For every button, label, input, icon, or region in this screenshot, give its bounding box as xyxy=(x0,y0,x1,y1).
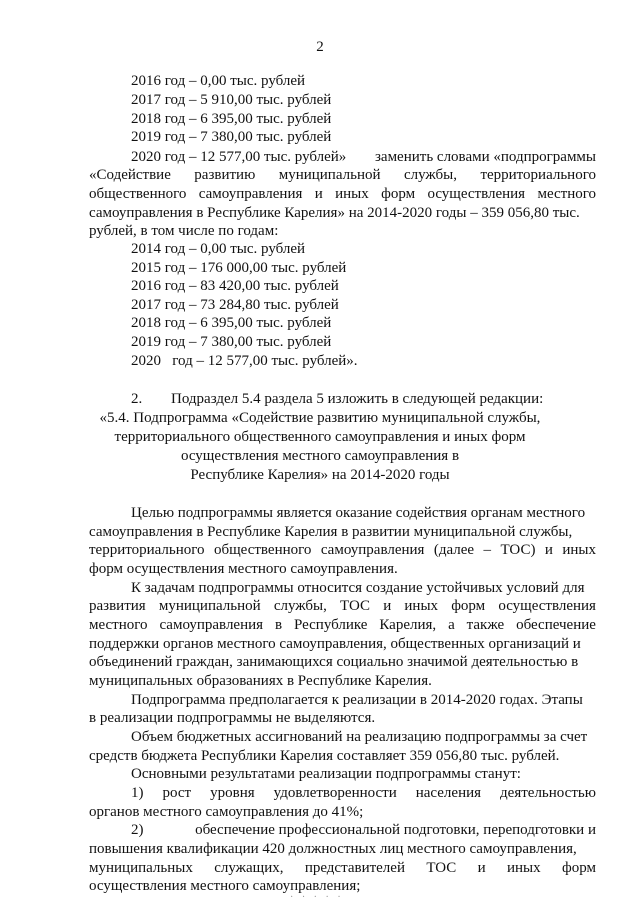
year-line: 2018 год – 6 395,00 тыс. рублей xyxy=(131,315,332,331)
section-heading: «5.4. Подпрограмма «Содействие развитию муниципальной службы, xyxy=(99,410,541,426)
para-line: Основными результатами реализации подпрограммы станут: xyxy=(131,766,521,782)
year-line: 2019 год – 7 380,00 тыс. рублей xyxy=(131,334,332,350)
para-line: общественного самоуправления и иных форм осуществления местного xyxy=(89,186,596,202)
para-line: самоуправления в Республике Карелия» на 2014-2020 годы – 359 056,80 тыс. xyxy=(89,205,580,221)
section-heading: территориального общественного самоуправления и иных форм xyxy=(114,429,526,445)
year-line: 2017 год – 73 284,80 тыс. рублей xyxy=(131,297,339,313)
result-line: повышения квалификации 420 должностных лиц местного самоуправления, xyxy=(89,841,577,857)
year-line: 2015 год – 176 000,00 тыс. рублей xyxy=(131,260,347,276)
item-number: 2. xyxy=(131,391,143,407)
para-line: рублей, в том числе по годам: xyxy=(89,223,279,239)
para-line: Целью подпрограммы является оказание содействия органам местного xyxy=(131,505,586,521)
year-line: 2017 год – 5 910,00 тыс. рублей xyxy=(131,92,332,108)
result-line: 1) рост уровня удовлетворенности населения деятельностью xyxy=(131,785,596,801)
section-heading: осуществления местного самоуправления в xyxy=(180,448,460,464)
para-line: К задачам подпрограммы относится создание устойчивых условий для xyxy=(131,580,585,596)
footer-dots: · · · · · xyxy=(290,892,344,903)
para-line: местного самоуправления в Республике Карелия, а также обеспечение xyxy=(89,617,596,633)
result-line: муниципальных служащих, представителей ТОС и иных форм xyxy=(89,860,596,876)
para-line: «Содействие развитию муниципальной службы, территориального xyxy=(89,167,596,183)
result-line: 2) обеспечение профессиональной подготовки, переподготовки и xyxy=(131,822,596,838)
para-line: Объем бюджетных ассигнований на реализацию подпрограммы за счет xyxy=(131,729,588,745)
para-line: форм осуществления местного самоуправления. xyxy=(89,561,398,577)
para-line: средств бюджета Республики Карелия составляет 359 056,80 тыс. рублей. xyxy=(89,748,560,764)
para-line: территориального общественного самоуправления (далее – ТОС) и иных xyxy=(89,542,596,558)
year-line: 2016 год – 0,00 тыс. рублей xyxy=(131,73,306,89)
year-line: 2016 год – 83 420,00 тыс. рублей xyxy=(131,278,339,294)
para-line: Подпрограмма предполагается к реализации в 2014-2020 годах. Этапы xyxy=(131,692,583,708)
year-line: 2018 год – 6 395,00 тыс. рублей xyxy=(131,111,332,127)
para-line: в реализации подпрограммы не выделяются. xyxy=(89,710,376,726)
para-line: самоуправления в Республике Карелия в развитии муниципальной службы, xyxy=(89,524,573,540)
para-line: муниципальных образованиях в Республике Карелия. xyxy=(89,673,432,689)
section-heading: Республике Карелия» на 2014-2020 годы xyxy=(190,467,450,483)
para-line: объединений граждан, занимающихся социально значимой деятельностью в xyxy=(89,654,579,670)
item-text: Подраздел 5.4 раздела 5 изложить в следующей редакции: xyxy=(171,391,544,407)
year-line: 2019 год – 7 380,00 тыс. рублей xyxy=(131,129,332,145)
para-line: развития муниципальной службы, ТОС и иных форм осуществления xyxy=(89,598,596,614)
para-line: 2020 год – 12 577,00 тыс. рублей» заменить словами «подпрограммы xyxy=(131,149,596,165)
year-line: 2014 год – 0,00 тыс. рублей xyxy=(131,241,306,257)
year-line: 2020 год – 12 577,00 тыс. рублей». xyxy=(131,353,358,369)
result-line: органов местного самоуправления до 41%; xyxy=(89,804,364,820)
para-line: поддержки органов местного самоуправления, общественных организаций и xyxy=(89,636,581,652)
page-number: 2 xyxy=(316,39,324,55)
result-line: осуществления местного самоуправления; xyxy=(89,878,361,894)
